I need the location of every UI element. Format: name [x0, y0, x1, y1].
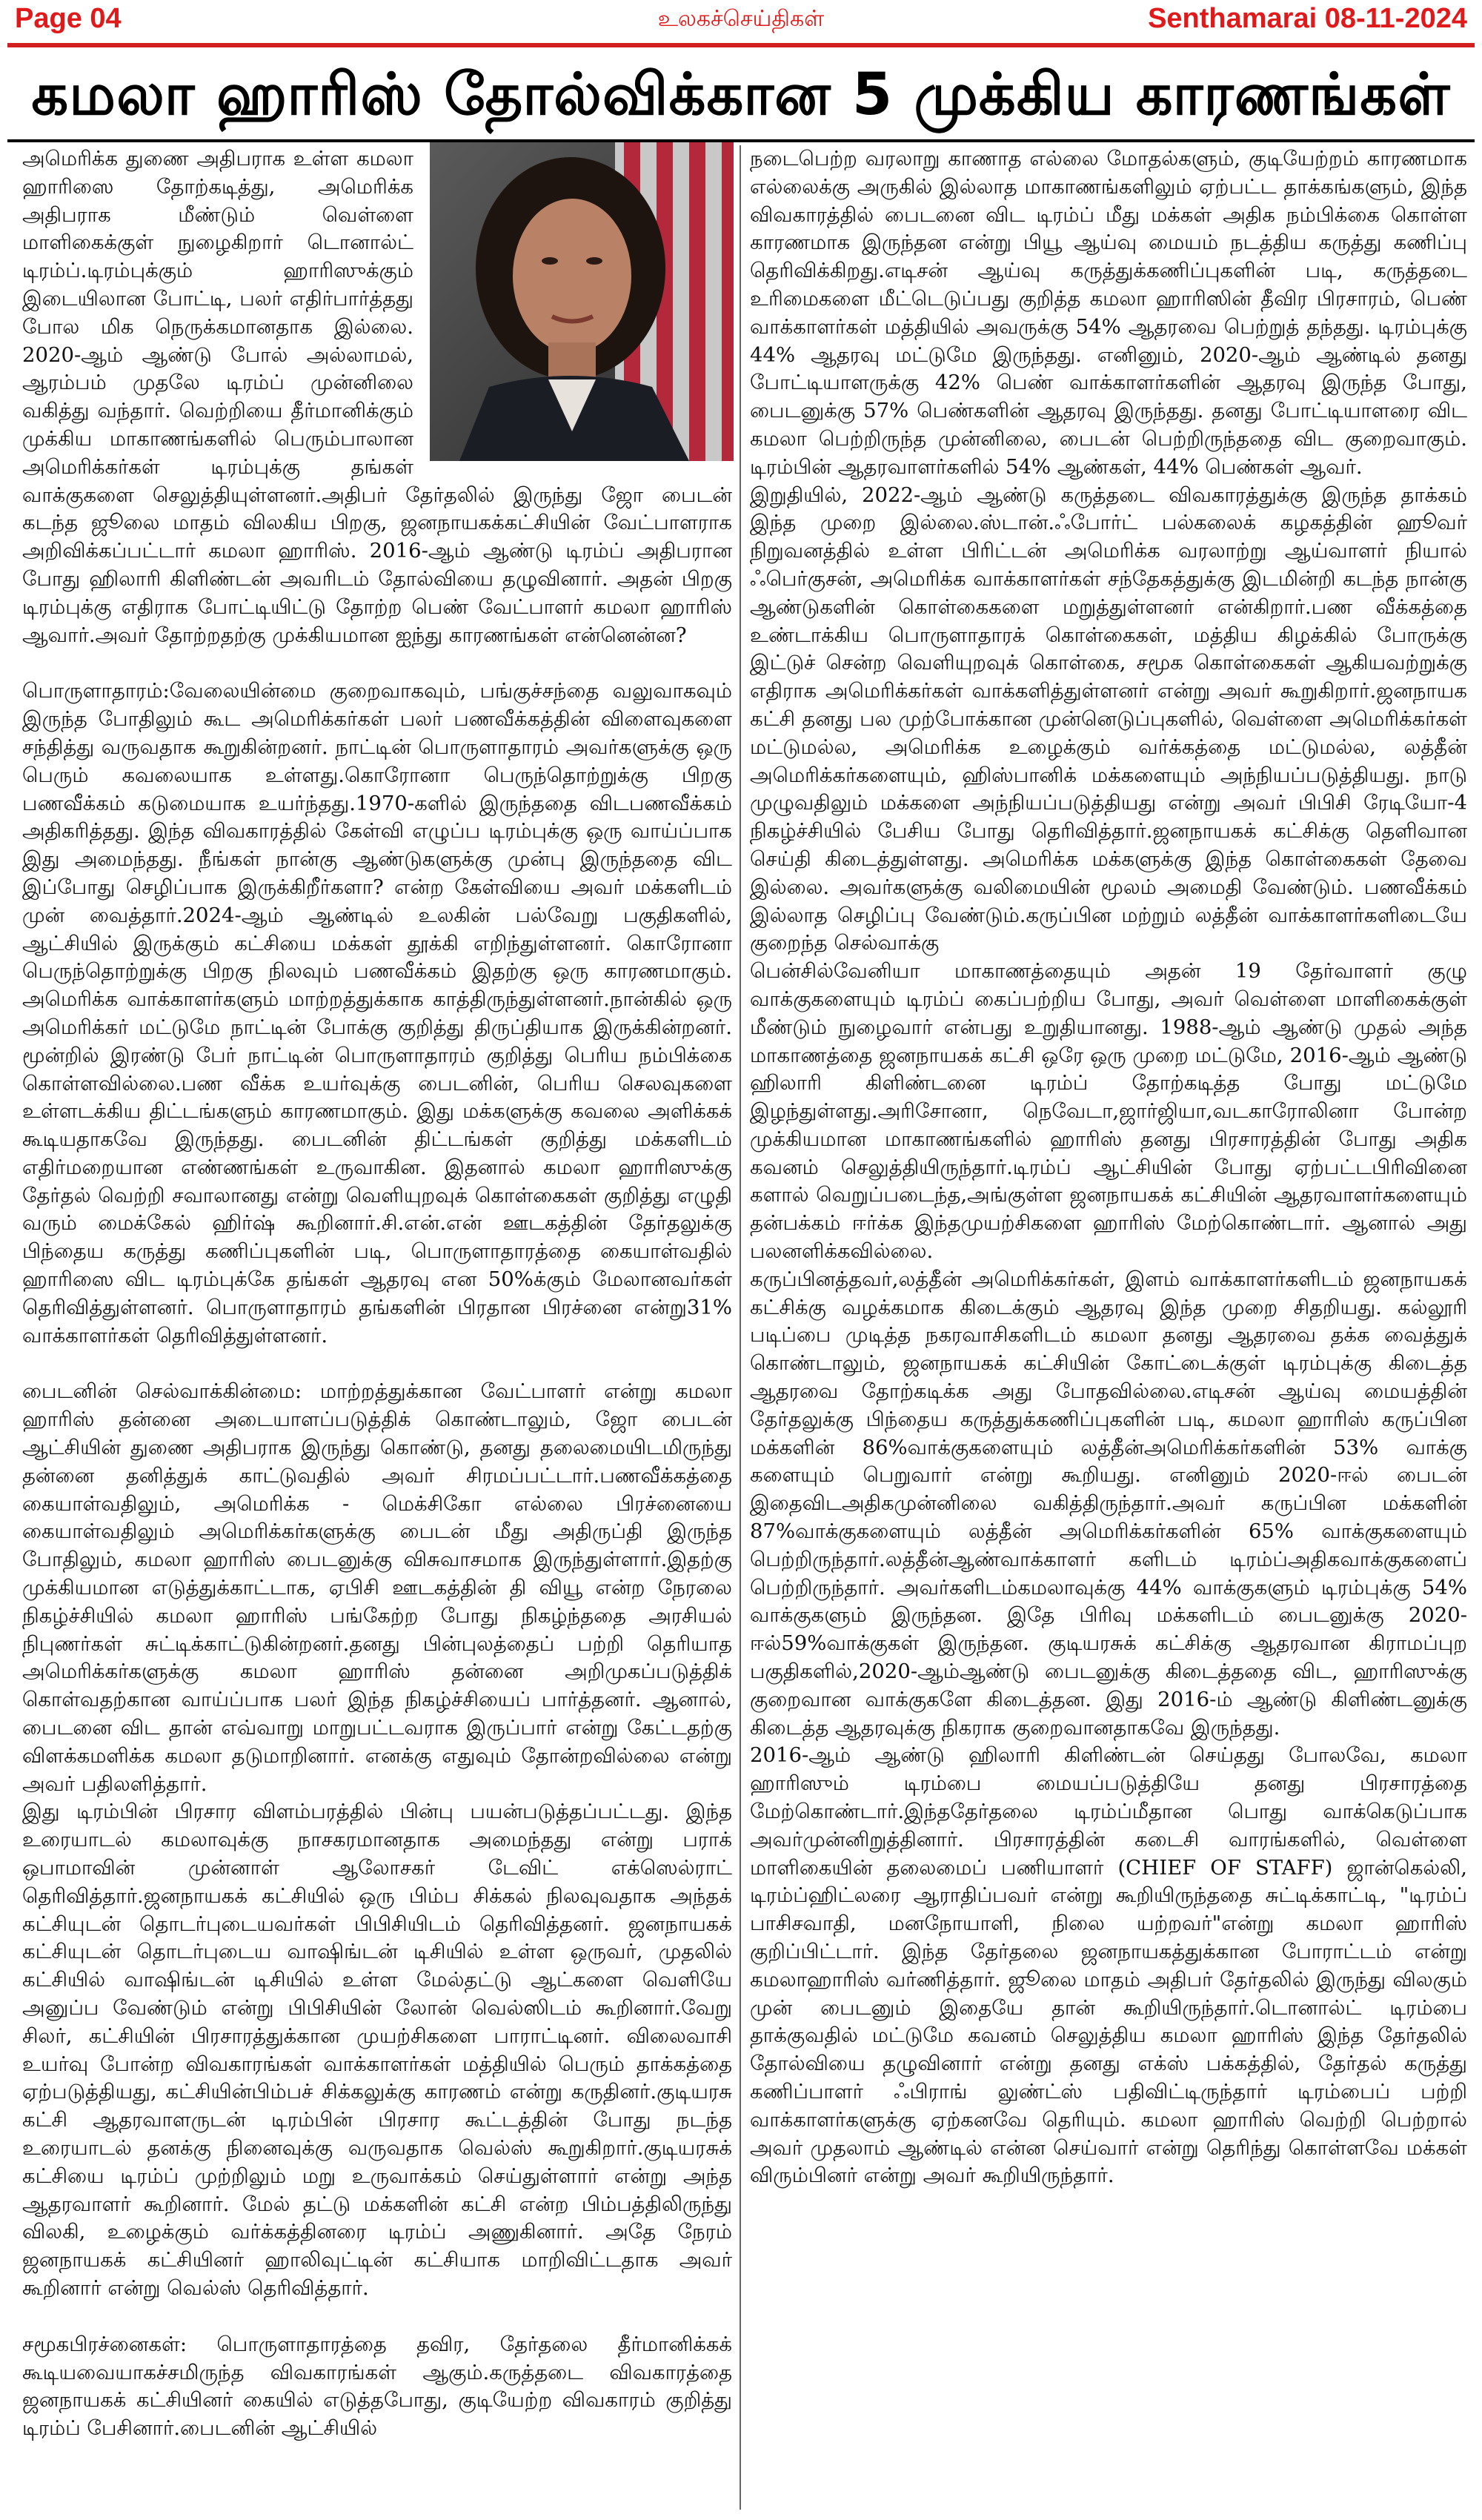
- page-number: Page 04: [15, 3, 122, 34]
- paragraph-social-issues: சமூகபிரச்னைகள்: பொருளாதாரத்தை தவிர, தேர்தலை தீர்மானிக்கக் கூடியவையாகச்சமிருந்த விவகாரங்கள் ஆகும்.கருத்தடை விவகாரத்தை ஜனநாயகக் கட்சியினர் கையில் எடுத்தபோது, குடியேற்ற விவகாரம் குறித்து டிரம்ப் பேசினார்.பைடனின் ஆட்சியில்: [22, 2332, 732, 2441]
- left-column: [22, 145, 732, 2443]
- paragraph-economy: பொருளாதாரம்:வேலையின்மை குறைவாகவும், பங்குச்சந்தை வலுவாகவும் இருந்த போதிலும் கூட அமெரிக்கர்கள் பலர் பணவீக்கத்தின் விளைவுகளை சந்தித்து வருவதாக கூறுகின்றனர். நாட்டின் பொருளாதாரம் அவர்களுக்கு ஒரு பெரும் கவலையாக உள்ளது.கொரோனா பெருந்தொற்றுக்கு பிறகு பணவீக்கம் கடுமையாக உயர்ந்தது.1970-களில் இருந்ததை விடபணவீக்கம் அதிகரித்தது. இந்த விவகாரத்தில் கேள்வி எழுப்ப டிரம்புக்கு ஒரு வாய்ப்பாக இது அமைந்தது. நீங்கள் நான்கு ஆண்டுகளுக்கு முன்பு இருந்ததை விட இப்போது செழிப்பாக இருக்கிறீர்களா? என்ற கேள்வியை அவர் மக்களிடம் முன் வைத்தார்.2024-ஆம் ஆண்டில் உலகின் பல்வேறு பகுதிகளில், ஆட்சியில் இருக்கும் கட்சியை மக்கள் தூக்கி எறிந்துள்ளனர். கொரோனா பெருந்தொற்றுக்கு பிறகு நிலவும் பணவீக்கம் இதற்கு ஒரு காரணமாகும். அமெரிக்க வாக்காளர்களும் மாற்றத்துக்காக காத்திருந்துள்ளனர்.நான்கில் ஒரு அமெரிக்கர் மட்டுமே நாட்டின் போக்கு குறித்து திருப்தியாக இருக்கின்றனர். மூன்றில் இரண்டு பேர் நாட்டின் பொருளாதாரம் குறித்து பெரிய நம்பிக்கை கொள்ளவில்லை.பண வீக்க உயர்வுக்கு பைடனின், பெரிய செலவுகளை உள்ளடக்கிய திட்டங்களும் காரணமாகும். இது மக்களுக்கு கவலை அளிக்கக் கூடியதாகவே இருந்தது. பைடனின் திட்டங்கள் குறித்து மக்களிடம் எதிர்மறையான எண்ணங்கள் உருவாகின. இதனால் கமலா ஹாரிஸுக்கு தேர்தல் வெற்றி சவாலானது என்று வெளியுறவுக் கொள்கைகள் குறித்து எழுதி வரும் மைக்கேல் ஹிர்ஷ் கூறினார்.சி.என்.என் ஊடகத்தின் தேர்தலுக்கு பிந்தைய கருத்து கணிப்புகளின் படி, பொருளாதாரத்தை கையாள்வதில் ஹாரிஸை விட டிரம்புக்கே தங்கள் ஆதரவு என 50%க்கும் மேலானவர்கள் தெரிவித்துள்ளனர். பொருளாதாரம் தங்களின் பிரதான பிரச்னை என்று31% வாக்காளர்கள் தெரிவித்துள்ளனர்.: [22, 679, 732, 1347]
- paragraph-image-problem: இது டிரம்பின் பிரசார விளம்பரத்தில் பின்பு பயன்படுத்தப்பட்டது. இந்த உரையாடல் கமலாவுக்கு நாசகரமானதாக அமைந்தது என்று பராக் ஒபாமாவின் முன்னாள் ஆலோசகர் டேவிட் எக்ஸெல்ராட் தெரிவித்தார்.ஜனநாயகக் கட்சியில் ஒரு பிம்ப சிக்கல் நிலவுவதாக அந்தக் கட்சியுடன் தொடர்புடையவர்கள் பிபிசியிடம் தெரிவித்தனர். ஜனநாயகக் கட்சியுடன் தொடர்புடைய வாஷிங்டன் டிசியில் உள்ள ஒருவர், முதலில் கட்சியில் வாஷிங்டன் டிசியில் உள்ள மேல்தட்டு ஆட்களை வெளியே அனுப்ப வேண்டும் என்று பிபிசியின் லோன் வெல்ஸிடம் கூறினார்.வேறு சிலர், கட்சியின் பிரசாரத்துக்கான முயற்சிகளை பாராட்டினர். விலைவாசி உயர்வு போன்ற விவகாரங்கள் வாக்காளர்கள் மத்தியில் பெரும் தாக்கத்தை ஏற்படுத்தியது, கட்சியின்பிம்பச் சிக்கலுக்கு காரணம் என்று கருதினர்.குடியரசு கட்சி ஆதரவாளருடன் டிரம்பின் பிரசார கூட்டத்தின் போது நடந்த உரையாடல் தனக்கு நினைவுக்கு வருவதாக வெல்ஸ் கூறுகிறார்.குடியரசுக் கட்சியை டிரம்ப் முற்றிலும் மறு உருவாக்கம் செய்துள்ளார் என்று அந்த ஆதரவாளர் கூறினார். மேல் தட்டு மக்களின் கட்சி என்ற பிம்பத்திலிருந்து விலகி, உழைக்கும் வர்க்கத்தினரை டிரம்ப் அணுகினார். அதே நேரம் ஜனநாயகக் கட்சியினர் ஹாலிவுட்டின் கட்சியாக மாறிவிட்டதாக அவர் கூறினார் என்று வெல்ஸ் தெரிவித்தார்.: [22, 1800, 732, 2300]
- headline-rule: [7, 139, 1475, 142]
- portrait-photo: [430, 142, 734, 461]
- paragraph-biden: பைடனின் செல்வாக்கின்மை: மாற்றத்துக்கான வேட்பாளர் என்று கமலா ஹாரிஸ் தன்னை அடையாளப்படுத்திக் கொண்டாலும், ஜோ பைடன் ஆட்சியின் துணை அதிபராக இருந்து கொண்டு, தனது தலைமையிடமிருந்து தன்னை தனித்துக் காட்டுவதில் அவர் சிரமப்பட்டார்.பணவீக்கத்தை கையாள்வதிலும், அமெரிக்க - மெக்சிகோ எல்லை பிரச்னையை கையாள்வதிலும் அமெரிக்கர்களுக்கு பைடன் மீது அதிருப்தி இருந்த போதிலும், கமலா ஹாரிஸ் பைடனுக்கு விசுவாசமாக இருந்துள்ளார்.இதற்கு முக்கியமான எடுத்துக்காட்டாக, ஏபிசி ஊடகத்தின் தி வியூ என்ற நேரலை நிகழ்ச்சியில் கமலா ஹாரிஸ் பங்கேற்ற போது நிகழ்ந்ததை அரசியல் நிபுணர்கள் சுட்டிக்காட்டுகின்றனர்.தனது பின்புலத்தைப் பற்றி தெரியாத அமெரிக்கர்களுக்கு கமலா ஹாரிஸ் தன்னை அறிமுகப்படுத்திக் கொள்வதற்கான வாய்ப்பாக பலர் இந்த நிகழ்ச்சியைப் பார்த்தனர். ஆனால், பைடனை விட தான் எவ்வாறு மாறுபட்டவராக இருப்பார் என்று கேட்டதற்கு விளக்கமளிக்க கமலா தடுமாறினார். எனக்கு எதுவும் தோன்றவில்லை என்று அவர் பதிலளித்தார்.: [22, 1379, 732, 1796]
- portrait-image: [430, 142, 734, 461]
- publication-date: Senthamarai 08-11-2024: [1148, 3, 1467, 34]
- column-divider: [740, 145, 741, 2510]
- masthead-rule: [7, 43, 1475, 47]
- paragraph-minority-votes: கருப்பினத்தவர்,லத்தீன் அமெரிக்கர்கள், இளம் வாக்காளர்களிடம் ஜனநாயகக் கட்சிக்கு வழக்கமாக கிடைக்கும் ஆதரவு இந்த முறை சிதறியது. கல்லூரி படிப்பை முடித்த நகரவாசிகளிடம் கமலா தனது ஆதரவை தக்க வைத்துக் கொண்டாலும், ஜனநாயகக் கட்சியின் கோட்டைக்குள் டிரம்புக்கு கிடைத்த ஆதரவை தோற்கடிக்க அது போதவில்லை.எடிசன் ஆய்வு மையத்தின் தேர்தலுக்கு பிந்தைய கருத்துக்கணிப்புகளின் படி, கமலா ஹாரிஸ் கருப்பின மக்களின் 86%வாக்குகளையும் லத்தீன்அமெரிக்கர்களின் 53% வாக்கு களையும் பெறுவார் என்று கூறியது. எனினும் 2020-ஈல் பைடன் இதைவிடஅதிகமுன்னிலை வகித்திருந்தார்.அவர் கருப்பின மக்களின் 87%வாக்குகளையும் லத்தீன் அமெரிக்கர்களின் 65% வாக்குகளையும் பெற்றிருந்தார்.லத்தீன்ஆண்வாக்காளர் களிடம் டிரம்ப்அதிகவாக்குகளைப் பெற்றிருந்தார். அவர்களிடம்கமலாவுக்கு 44% வாக்குகளும் டிரம்புக்கு 54% வாக்குகளும் இருந்தன. இதே பிரிவு மக்களிடம் பைடனுக்கு 2020-ஈல்59%வாக்குகள் இருந்தன. குடியரசுக் கட்சிக்கு ஆதரவான கிராமப்புற பகுதிகளில்,2020-ஆம்ஆண்டு பைடனுக்கு கிடைத்ததை விட, ஹாரிஸுக்கு குறைவான வாக்குகளே கிடைத்தன. இது 2016-ம் ஆண்டு கிளிண்டனுக்கு கிடைத்த ஆதரவுக்கு நிகராக குறைவானதாகவே இருந்தது.: [750, 1267, 1467, 1740]
- paragraph-abortion: இறுதியில், 2022-ஆம் ஆண்டு கருத்தடை விவகாரத்துக்கு இருந்த தாக்கம் இந்த முறை இல்லை.ஸ்டான்.ஃபோர்ட் பல்கலைக் கழகத்தின் ஹூவர் நிறுவனத்தில் உள்ள பிரிட்டன் அமெரிக்க வரலாற்று ஆய்வாளர் நியால் ஃபெர்குசன், அமெரிக்க வாக்காளர்கள் சந்தேகத்துக்கு இடமின்றி கடந்த நான்கு ஆண்டுகளின் கொள்கைகளை மறுத்துள்ளனர் என்கிறார்.பண வீக்கத்தை உண்டாக்கிய பொருளாதாரக் கொள்கைகள், மத்திய கிழக்கில் போருக்கு இட்டுச் சென்ற வெளியுறவுக் கொள்கை, சமூக கொள்கைகள் ஆகியவற்றுக்கு எதிராக அமெரிக்கர்கள் வாக்களித்துள்ளனர் என்று அவர் கூறுகிறார்.ஜனநாயக கட்சி தனது பல முற்போக்கான முன்னெடுப்புகளில், வெள்ளை அமெரிக்கர்கள் மட்டுமல்ல, அமெரிக்க உழைக்கும் வர்க்கத்தை மட்டுமல்ல, லத்தீன் அமெரிக்கர்களையும், ஹிஸ்பானிக் மக்களையும் அந்நியப்படுத்தியது. நாடு முழுவதிலும் மக்களை அந்நியப்படுத்தியது என்று அவர் பிபிசி ரேடியோ-4 நிகழ்ச்சியில் பேசிய போது தெரிவித்தார்.ஜனநாயகக் கட்சிக்கு தெளிவான செய்தி கிடைத்துள்ளது. அமெரிக்க மக்களுக்கு இந்த கொள்கைகள் தேவை இல்லை. அவர்களுக்கு வலிமையின் மூலம் அமைதி வேண்டும். பணவீக்கம் இல்லாத செழிப்பு வேண்டும்.கருப்பின மற்றும் லத்தீன் வாக்காளர்களிடையே குறைந்த செல்வாக்கு: [750, 483, 1467, 955]
- masthead: [0, 0, 1482, 44]
- paragraph-campaign-focus: 2016-ஆம் ஆண்டு ஹிலாரி கிளிண்டன் செய்தது போலவே, கமலா ஹாரிஸும் டிரம்பை மையப்படுத்தியே தனது பிரசாரத்தை மேற்கொண்டார்.இந்ததேர்தலை டிரம்ப்மீதான பொது வாக்கெடுப்பாக அவர்முன்னிறுத்தினார். பிரசாரத்தின் கடைசி வாரங்களில், வெள்ளை மாளிகையின் தலைமைப் பணியாளர் (CHIEF OF STAFF) ஜான்கெல்லி, டிரம்ப்ஹிட்லரை ஆராதிப்பவர் என்று கூறியிருந்ததை சுட்டிக்காட்டி, "டிரம்ப் பாசிசவாதி, மனநோயாளி, நிலை யற்றவர்"என்று கமலா ஹாரிஸ் குறிப்பிட்டார். இந்த தேர்தலை ஜனநாயகத்துக்கான போராட்டம் என்று கமலாஹாரிஸ் வர்ணித்தார். ஜூலை மாதம் அதிபர் தேர்தலில் இருந்து விலகும் முன் பைடனும் இதையே தான் கூறியிருந்தார்.டொனால்ட் டிரம்பை தாக்குவதில் மட்டுமே கவனம் செலுத்திய கமலா ஹாரிஸ் இந்த தேர்தலில் தோல்வியை தழுவினார் என்று தனது எக்ஸ் பக்கத்தில், தேர்தல் கருத்து கணிப்பாளர் ஃபிராங் லுண்ட்ஸ் பதிவிட்டிருந்தார் டிரம்பைப் பற்றி வாக்காளர்களுக்கு ஏற்கனவே தெரியும். கமலா ஹாரிஸ் வெற்றி பெற்றால் அவர் முதலாம் ஆண்டில் என்ன செய்வார் என்று தெரிந்து கொள்ளவே மக்கள் விரும்பினர் என்று அவர் கூறியிருந்தார்.: [750, 1743, 1467, 2188]
- paragraph-continuation: நடைபெற்ற வரலாறு காணாத எல்லை மோதல்களும், குடியேற்றம் காரணமாக எல்லைக்கு அருகில் இல்லாத மாகாணங்களிலும் ஏற்பட்ட தாக்கங்களும், இந்த விவகாரத்தில் பைடனை விட டிரம்ப் மீது மக்கள் அதிக நம்பிக்கை கொள்ள காரணமாக இருந்தன என்று பியூ ஆய்வு மையம் நடத்திய கருத்து கணிப்பு தெரிவிக்கிறது.எடிசன் ஆய்வு கருத்துக்கணிப்புகளின் படி, கருத்தடை உரிமைகளை மீட்டெடுப்பது குறித்த கமலா ஹாரிஸின் தீவிர பிரசாரம், பெண் வாக்காளர்கள் மத்தியில் அவருக்கு 54% ஆதரவை பெற்றுத் தந்தது. டிரம்புக்கு 44% ஆதரவு மட்டுமே இருந்தது. எனினும், 2020-ஆம் ஆண்டில் தனது போட்டியாளருக்கு 42% பெண் வாக்காளர்களின் ஆதரவு இருந்த போது, பைடனுக்கு 57% பெண்களின் ஆதரவு இருந்தது. தனது போட்டியாளரை விட கமலா பெற்றிருந்த முன்னிலை, பைடன் பெற்றிருந்ததை விட குறைவாகும். டிரம்பின் ஆதரவாளர்களில் 54% ஆண்கள், 44% பெண்கள் ஆவர்.: [750, 147, 1467, 479]
- paragraph-intro: அமெரிக்க துணை அதிபராக உள்ள கமலா ஹாரிஸை தோற்கடித்து, அமெரிக்க அதிபராக மீண்டும் வெள்ளை மாளிகைக்குள் நுழைகிறார் டொனால்ட் டிரம்ப்.டிரம்புக்கும் ஹாரிஸுக்கும் இடையிலான போட்டி, பலர் எதிர்பார்த்தது போல மிக நெருக்கமானதாக இல்லை. 2020-ஆம் ஆண்டு போல் அல்லாமல், ஆரம்பம் முதலே டிரம்ப் முன்னிலை வகித்து வந்தார். வெற்றியை தீர்மானிக்கும் முக்கிய மாகாணங்களில் பெரும்பாலான அமெரிக்கர்கள் டிரம்புக்கு தங்கள் வாக்குகளை செலுத்தியுள்ளனர்.அதிபர் தேர்தலில் இருந்து ஜோ பைடன் கடந்த ஜூலை மாதம் விலகிய பிறகு, ஜனநாயகக்கட்சியின் வேட்பாளராக அறிவிக்கப்பட்டார் கமலா ஹாரிஸ். 2016-ஆம் ஆண்டு டிரம்ப் அதிபரான போது ஹிலாரி கிளிண்டன் அவரிடம் தோல்வியை தழுவினார். அதன் பிறகு டிரம்புக்கு எதிராக போட்டியிட்டு தோற்ற பெண் வேட்பாளர் கமலா ஹாரிஸ் ஆவார்.அவர் தோற்றதற்கு முக்கியமான ஐந்து காரணங்கள் என்னென்ன?: [22, 147, 732, 647]
- right-column: [750, 145, 1467, 2190]
- paragraph-pennsylvania: பென்சில்வேனியா மாகாணத்தையும் அதன் 19 தேர்வாளர் குழு வாக்குகளையும் டிரம்ப் கைப்பற்றிய போது, அவர் வெள்ளை மாளிகைக்குள் மீண்டும் நுழைவார் என்பது உறுதியானது. 1988-ஆம் ஆண்டு முதல் அந்த மாகாணத்தை ஜனநாயகக் கட்சி ஒரே ஒரு முறை மட்டுமே, 2016-ஆம் ஆண்டு ஹிலாரி கிளிண்டனை டிரம்ப் தோற்கடித்த போது மட்டுமே இழந்துள்ளது.அரிசோனா, நெவேடா,ஜார்ஜியா,வடகாரோலினா போன்ற முக்கியமான மாகாணங்களில் ஹாரிஸ் தனது பிரசாரத்தின் போது அதிக கவனம் செலுத்தியிருந்தார்.டிரம்ப் ஆட்சியின் போது ஏற்பட்டபிரிவினை களால் வெறுப்படைந்த,அங்குள்ள ஜனநாயகக் கட்சியின் ஆதரவாளர்களையும் தன்பக்கம் ஈர்க்க இந்தமுயற்சிகளை ஹாரிஸ் மேற்கொண்டார். ஆனால் அது பலனளிக்கவில்லை.: [750, 959, 1467, 1264]
- section-title: உலகச்செய்திகள்: [657, 6, 825, 32]
- headline: கமலா ஹாரிஸ் தோல்விக்கான 5 முக்கிய காரணங்கள்: [31, 62, 1451, 128]
